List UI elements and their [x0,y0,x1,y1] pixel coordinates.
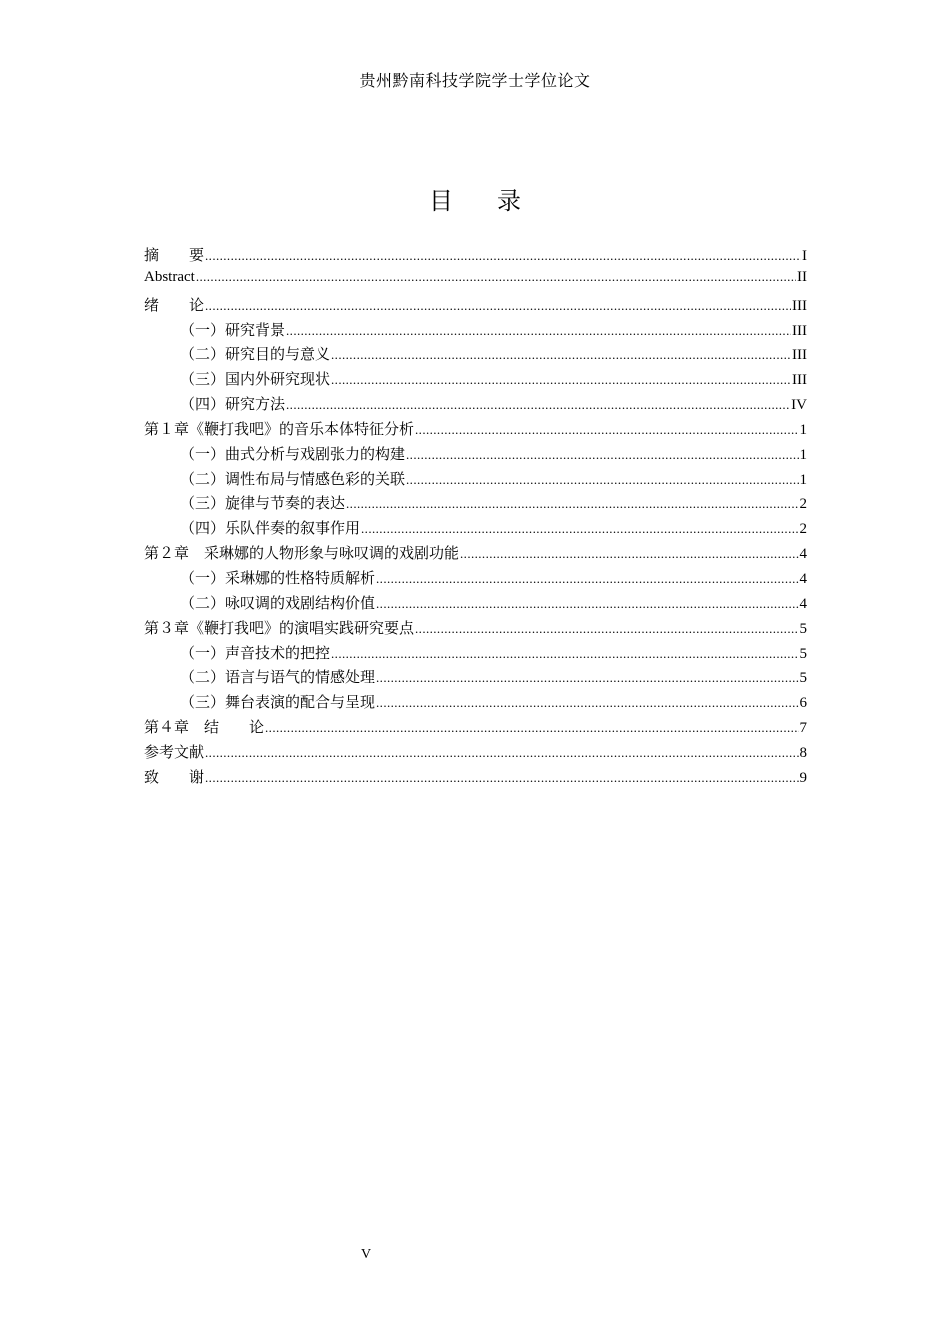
toc-entry-label: 绪 论 [144,295,205,314]
toc-entry-label: （一）曲式分析与戏剧张力的构建 [180,444,406,463]
toc-leader-dots [376,596,798,612]
toc-entry-page: 4 [799,546,807,563]
toc-entry-page: 6 [799,695,807,712]
toc-entry[interactable] [144,666,807,691]
toc-entry[interactable] [144,517,807,542]
toc-entry[interactable] [144,418,807,443]
toc-entry-label: （四）研究方法 [180,395,286,414]
toc-entry-page: 5 [799,645,807,662]
toc-entry-label: （三）国内外研究现状 [180,370,331,389]
toc-entry-label: （三）舞台表演的配合与呈现 [180,693,376,712]
toc-entry-label: 参考文献 [144,742,205,761]
toc-entry[interactable] [144,741,807,766]
toc-leader-dots [331,646,798,662]
toc-leader-dots [196,269,796,285]
toc-entry[interactable] [144,592,807,617]
toc-entry[interactable] [144,269,807,294]
toc-entry-label: （一）声音技术的把控 [180,643,331,662]
toc-entry-page: 7 [799,720,807,737]
toc-entry-label: 摘 要 [144,246,205,264]
toc-entry[interactable] [144,716,807,741]
toc-leader-dots [376,695,798,711]
toc-entry-page: 4 [799,595,807,612]
toc-entry[interactable] [144,393,807,418]
toc-entry[interactable] [144,766,807,791]
toc-entry[interactable] [144,343,807,368]
toc-entry-page: IV [791,397,807,414]
toc-entry[interactable] [144,368,807,393]
toc-leader-dots [331,347,791,363]
toc-entry[interactable] [144,468,807,493]
toc-leader-dots [376,670,798,686]
toc-entry-page: 5 [799,670,807,687]
toc-entry-page: I [802,248,807,264]
toc-entry-page: III [792,297,807,314]
toc-entry-label: 第４章 结 论 [144,718,265,737]
toc-entry-label: （二）语言与语气的情感处理 [180,668,376,687]
toc-leader-dots [265,720,798,736]
toc-entry-label: （四）乐队伴奏的叙事作用 [180,519,361,538]
toc-entry-label: 第３章《鞭打我吧》的演唱实践研究要点 [144,618,415,637]
toc-entry-page: 5 [799,620,807,637]
toc-entry[interactable] [144,691,807,716]
toc-entry[interactable] [144,492,807,517]
toc-entry-label: 第２章 采琳娜的人物形象与咏叹调的戏剧功能 [144,544,460,563]
toc-entry-page: 1 [799,446,807,463]
toc-leader-dots [415,621,798,637]
toc-entry[interactable] [144,294,807,319]
toc-leader-dots [286,323,791,339]
toc-leader-dots [205,745,798,761]
toc-leader-dots [406,472,798,488]
toc-entry[interactable] [144,617,807,642]
toc-entry[interactable] [144,542,807,567]
toc-entry-page: III [792,347,807,364]
toc-leader-dots [205,770,798,786]
toc-entry[interactable] [144,567,807,592]
toc-title-char-2: 录 [497,187,521,215]
toc-leader-dots [205,298,791,314]
toc-entry-label: （二）调性布局与情感色彩的关联 [180,469,406,488]
page-number: V [360,1247,372,1262]
toc-leader-dots [346,496,798,512]
toc-leader-dots [286,397,790,413]
toc-entry-label: 第１章《鞭打我吧》的音乐本体特征分析 [144,419,415,438]
toc-entry-label: （一）研究背景 [180,320,286,339]
toc-entry[interactable] [144,443,807,468]
toc-entry-page: III [792,322,807,339]
toc-leader-dots [415,422,798,438]
toc-entry-label: Abstract [144,268,195,285]
toc-entry-page: 8 [799,744,807,761]
toc-entry-page: 1 [799,471,807,488]
toc-entry-page: 4 [799,570,807,587]
toc-entry-page: 9 [799,769,807,786]
toc-list [144,244,807,791]
toc-entry-label: （一）采琳娜的性格特质解析 [180,568,376,587]
toc-entry-page: 1 [799,421,807,438]
toc-leader-dots [361,521,798,537]
toc-entry[interactable] [144,319,807,344]
toc-leader-dots [406,447,798,463]
toc-title [0,181,950,216]
toc-leader-dots [460,546,798,562]
toc-entry-label: （二）研究目的与意义 [180,345,331,364]
page-header: 贵州黔南科技学院学士学位论文 [359,71,591,90]
toc-entry-label: 致 谢 [144,767,205,786]
toc-title-char-1: 目 [429,187,453,215]
toc-leader-dots [376,571,798,587]
toc-entry-label: （三）旋律与节奏的表达 [180,494,346,513]
toc-entry[interactable] [144,642,807,667]
toc-entry-page: III [792,372,807,389]
toc-leader-dots [331,372,791,388]
toc-entry[interactable] [144,244,807,269]
toc-entry-label: （二）咏叹调的戏剧结构价值 [180,593,376,612]
toc-leader-dots [205,248,801,264]
toc-entry-page: II [797,268,807,285]
toc-entry-page: 2 [799,496,807,513]
toc-entry-page: 2 [799,521,807,538]
